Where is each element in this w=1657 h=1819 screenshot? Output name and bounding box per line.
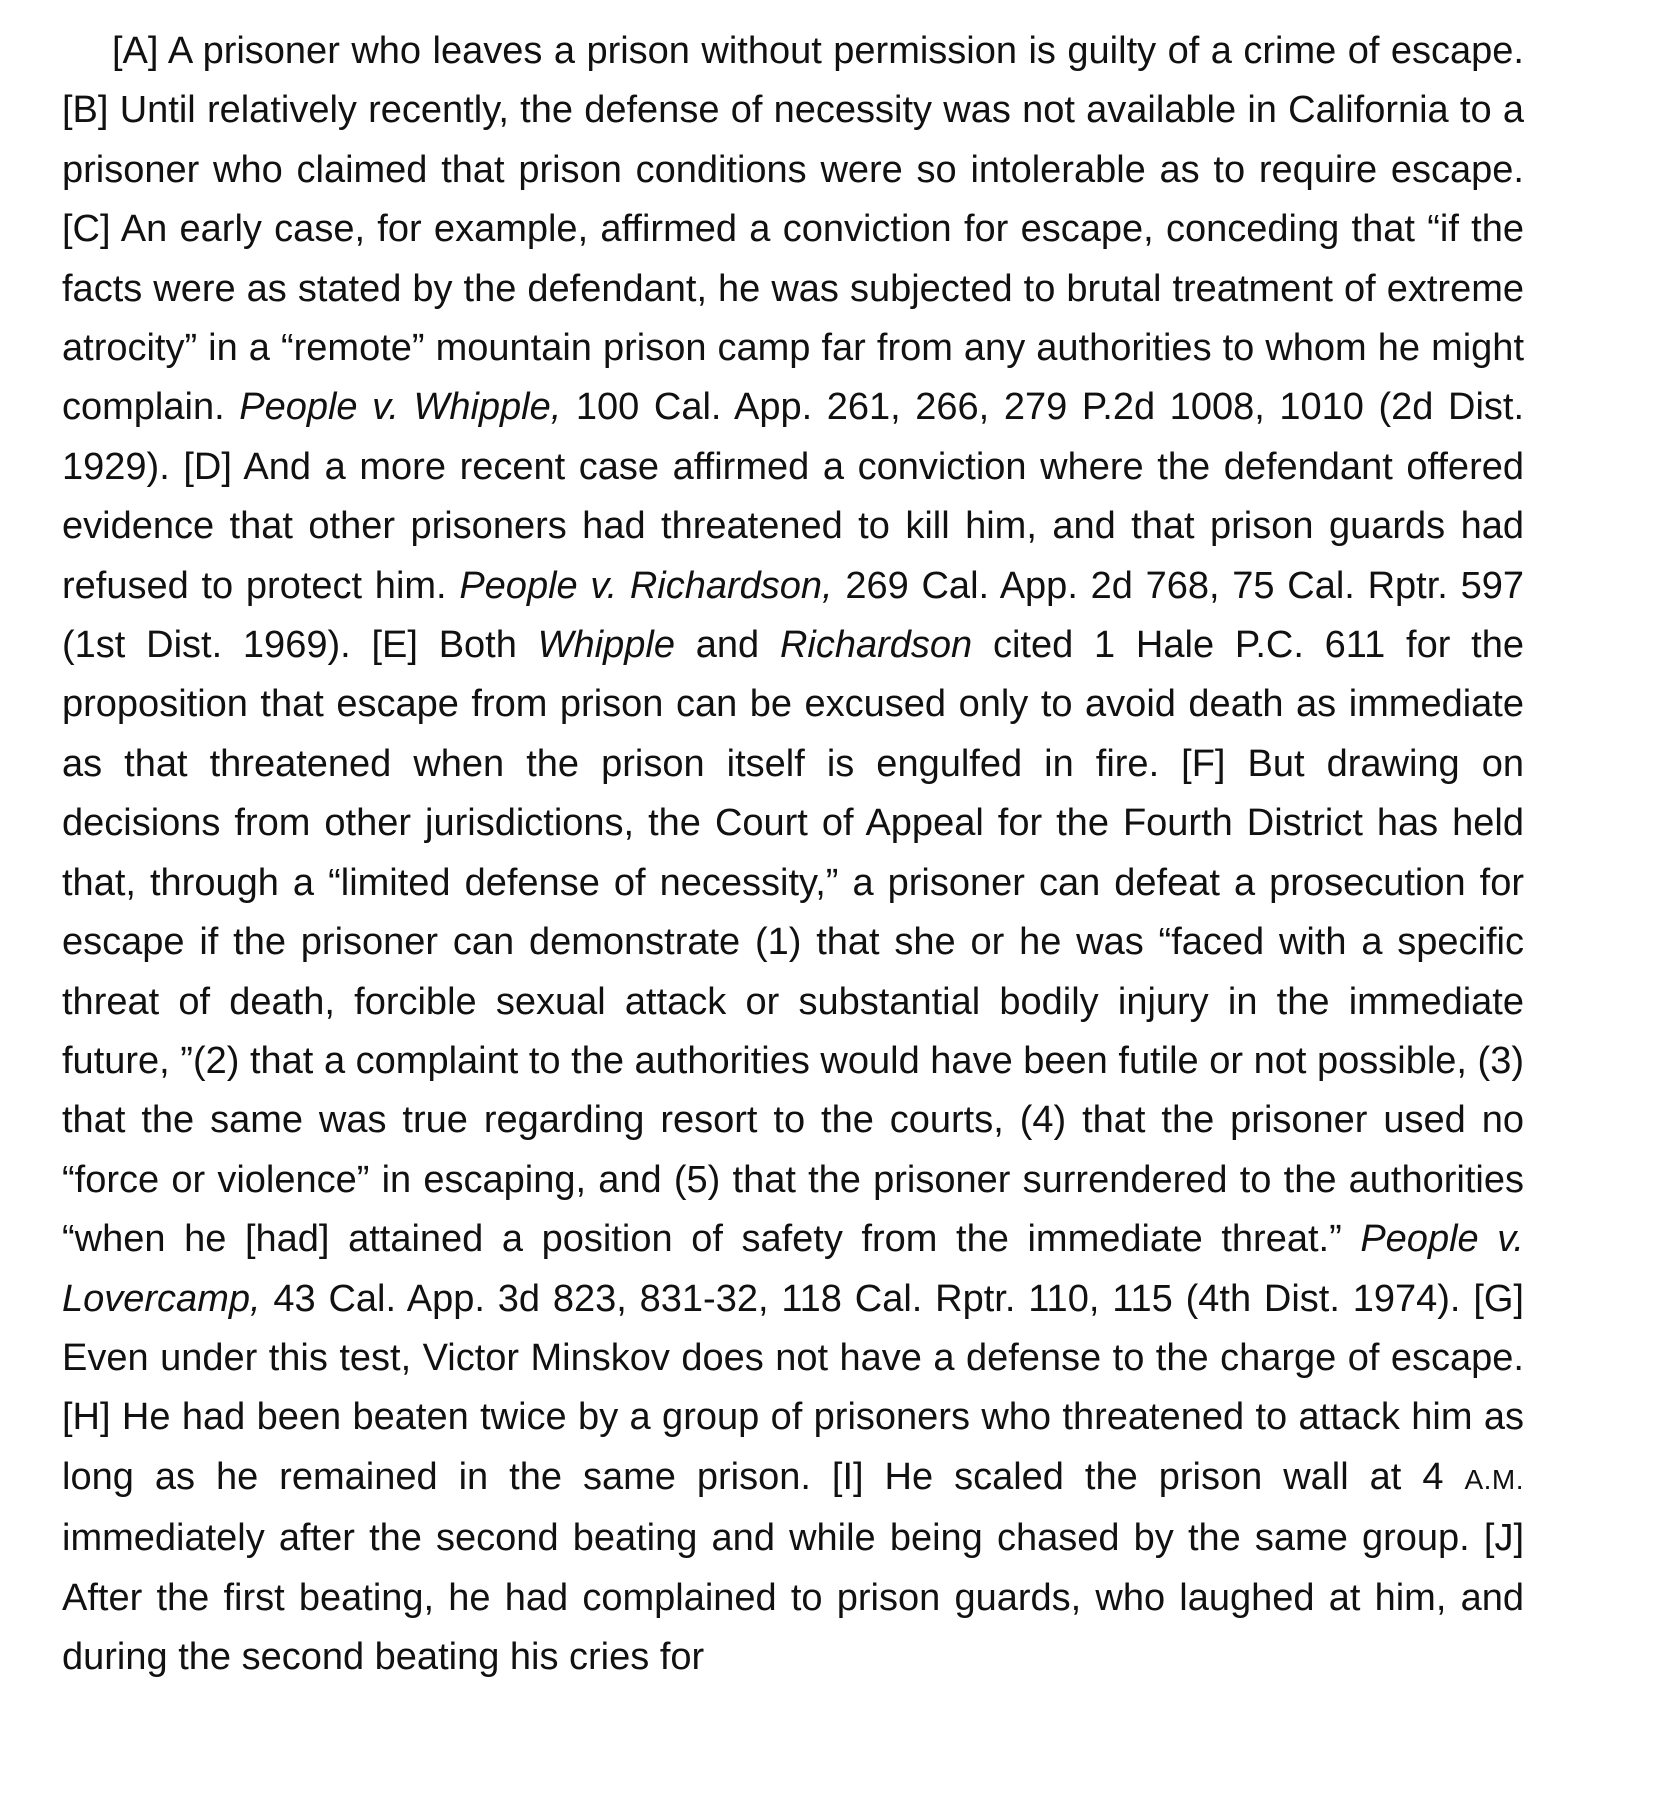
text-segment: immediately after the second beating and while being chased by the same group. [J] After the first beating, he had complained to prison guards, who laughed at him, and during the second beating his cries for <box>62 1517 1524 1678</box>
text-segment: 43 Cal. App. 3d 823, 831-32, 118 Cal. Rptr. 110, 115 (4th Dist. 1974). [G] Even under this test, Victor Minskov does not have a defense to the charge of escape. [H] He had been beaten twice by a group of prisoners who threatened to attack him as long as he remained in the same prison. [I] He scaled the prison wall at 4 <box>62 1277 1524 1498</box>
case-citation: People v. Richardson, <box>459 564 833 607</box>
body-paragraph <box>62 22 1524 1687</box>
text-segment: cited 1 Hale P.C. 611 for the proposition that escape from prison can be excused only to avoid death as immediate as that threatened when the prison itself is engulfed in fire. [F] But drawing on decisions from other jurisdictions, the Court of Appeal for the Fourth District has held that, through a “limited defense of necessity,” a prisoner can defeat a prosecution for escape if the prisoner can demonstrate (1) that she or he was “faced with a specific threat of death, forcible sexual attack or substantial bodily injury in the immediate future, ”(2) that a complaint to the authorities would have been futile or not possible, (3) that the same was true regarding resort to the courts, (4) that the prisoner used no “force or violence” in escaping, and (5) that the prisoner surrendered to the authorities “when he [had] attained a position of safety from the immediate threat.” <box>62 624 1524 1261</box>
text-segment: and <box>674 624 780 667</box>
case-name: Whipple <box>537 624 675 667</box>
document-page <box>62 22 1524 1687</box>
case-name: Richardson <box>779 624 973 667</box>
text-segment: 100 Cal. App. 261, 266, 279 P.2d 1008, 1010 (2d Dist. 1929). [D] And a more recent case affirmed a conviction where the defendant offered evidence that other prisoners had threatened to kill him, and that prison guards had refused to protect him. <box>62 386 1524 607</box>
text-segment: 269 Cal. App. 2d 768, 75 Cal. Rptr. 597 (1st Dist. 1969). [E] Both <box>62 564 1524 667</box>
case-citation: People v. Lovercamp, <box>62 1218 1524 1320</box>
time-abbreviation: A.M. <box>1464 1463 1524 1495</box>
text-segment: [A] A prisoner who leaves a prison without permission is guilty of a crime of escape. [B] Until relatively recently, the defense of necessity was not available in California to a prisoner who claimed that prison conditions were so intolerable as to require escape. [C] An early case, for example, affirmed a conviction for escape, conceding that “if the facts were as stated by the defendant, he was subjected to brutal treatment of extreme atrocity” in a “remote” mountain prison camp far from any authorities to whom he might complain. <box>62 30 1524 429</box>
case-citation: People v. Whipple, <box>239 386 562 429</box>
